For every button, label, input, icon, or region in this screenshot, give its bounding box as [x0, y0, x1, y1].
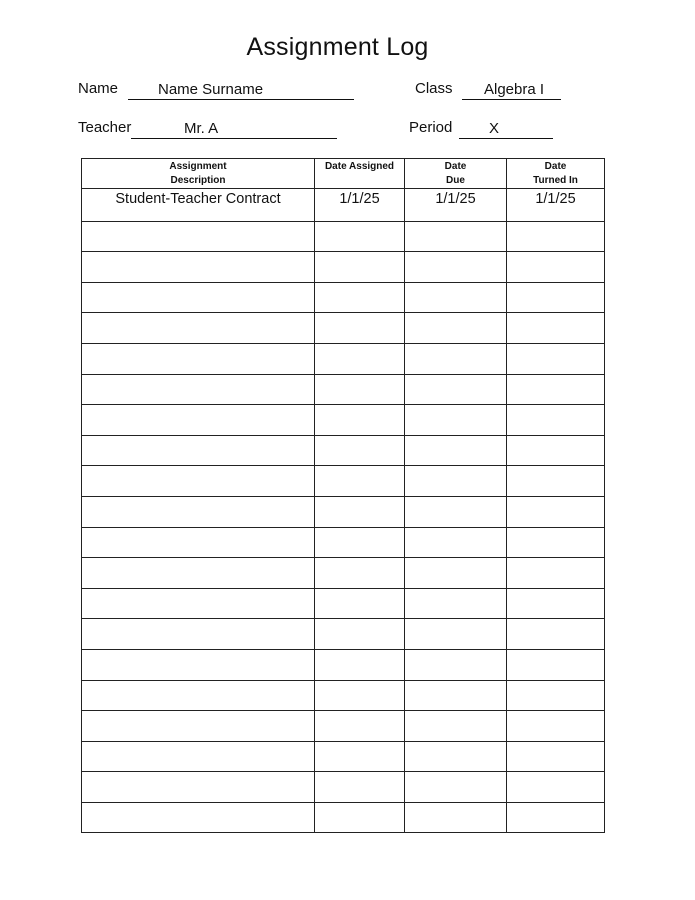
cell-description[interactable]: [82, 619, 315, 650]
cell-date-assigned[interactable]: [315, 496, 405, 527]
cell-date-turned-in[interactable]: [507, 252, 605, 283]
cell-date-due[interactable]: [405, 588, 507, 619]
teacher-underline: [131, 138, 337, 139]
cell-description[interactable]: [82, 221, 315, 252]
cell-date-assigned[interactable]: [315, 405, 405, 436]
table-row: [82, 588, 605, 619]
cell-date-due[interactable]: [405, 282, 507, 313]
cell-date-turned-in[interactable]: [507, 802, 605, 833]
cell-date-due[interactable]: [405, 649, 507, 680]
cell-date-turned-in[interactable]: [507, 619, 605, 650]
cell-date-turned-in[interactable]: [507, 282, 605, 313]
cell-date-due[interactable]: [405, 435, 507, 466]
cell-description[interactable]: [82, 313, 315, 344]
cell-description[interactable]: Student-Teacher Contract: [82, 189, 315, 222]
cell-date-turned-in[interactable]: [507, 558, 605, 589]
cell-date-turned-in[interactable]: [507, 680, 605, 711]
cell-date-assigned[interactable]: 1/1/25: [315, 189, 405, 222]
header-line: Turned In: [533, 174, 578, 186]
period-underline: [459, 138, 553, 139]
cell-date-due[interactable]: [405, 405, 507, 436]
cell-date-due[interactable]: [405, 741, 507, 772]
table-row: [82, 711, 605, 742]
cell-date-due[interactable]: [405, 619, 507, 650]
cell-date-due[interactable]: [405, 772, 507, 803]
cell-date-turned-in[interactable]: [507, 741, 605, 772]
cell-description[interactable]: [82, 496, 315, 527]
name-label: Name: [78, 80, 119, 97]
name-value[interactable]: Name Surname: [158, 81, 264, 98]
header-line: Date Assigned: [324, 161, 395, 172]
cell-date-due[interactable]: [405, 466, 507, 497]
cell-date-due[interactable]: [405, 711, 507, 742]
header-line: Date: [444, 160, 467, 172]
cell-date-due[interactable]: [405, 343, 507, 374]
cell-date-turned-in[interactable]: [507, 772, 605, 803]
cell-description[interactable]: [82, 741, 315, 772]
cell-date-turned-in[interactable]: [507, 221, 605, 252]
cell-date-assigned[interactable]: [315, 588, 405, 619]
cell-date-assigned[interactable]: [315, 772, 405, 803]
cell-description[interactable]: [82, 558, 315, 589]
cell-description[interactable]: [82, 588, 315, 619]
assignment-table: [81, 158, 605, 833]
teacher-label: Teacher: [78, 119, 132, 136]
cell-date-due[interactable]: [405, 496, 507, 527]
header-line: Date: [544, 160, 567, 172]
table-row: [82, 649, 605, 680]
cell-date-assigned[interactable]: [315, 711, 405, 742]
cell-description[interactable]: [82, 343, 315, 374]
cell-date-turned-in[interactable]: [507, 496, 605, 527]
header-line: Assignment: [169, 160, 227, 172]
cell-date-due[interactable]: 1/1/25: [405, 189, 507, 222]
table-row: [82, 313, 605, 344]
cell-date-turned-in[interactable]: [507, 588, 605, 619]
table-row: [82, 252, 605, 283]
cell-date-assigned[interactable]: [315, 435, 405, 466]
cell-date-assigned[interactable]: [315, 649, 405, 680]
cell-description[interactable]: [82, 772, 315, 803]
name-underline: [128, 99, 354, 100]
cell-date-turned-in[interactable]: [507, 711, 605, 742]
cell-date-turned-in[interactable]: [507, 435, 605, 466]
table-row: [82, 221, 605, 252]
table-header-row: [82, 159, 605, 189]
cell-date-assigned[interactable]: [315, 282, 405, 313]
class-field: [415, 80, 561, 100]
cell-date-assigned[interactable]: [315, 680, 405, 711]
cell-description[interactable]: [82, 649, 315, 680]
header-date-turned-in: [507, 159, 605, 189]
cell-date-turned-in[interactable]: [507, 649, 605, 680]
page-title: Assignment Log: [246, 33, 429, 61]
class-underline: [462, 99, 561, 100]
table-row: [82, 496, 605, 527]
cell-description[interactable]: [82, 527, 315, 558]
cell-date-due[interactable]: [405, 558, 507, 589]
cell-date-assigned[interactable]: [315, 252, 405, 283]
header-date-due: [405, 159, 507, 189]
table-row: [82, 558, 605, 589]
period-field: [409, 119, 553, 139]
cell-date-turned-in[interactable]: [507, 466, 605, 497]
teacher-value[interactable]: Mr. A: [184, 120, 219, 137]
table-row: [82, 374, 605, 405]
table-row: [82, 741, 605, 772]
cell-description[interactable]: [82, 711, 315, 742]
cell-date-turned-in[interactable]: [507, 405, 605, 436]
cell-date-assigned[interactable]: [315, 619, 405, 650]
period-label: Period: [409, 119, 453, 136]
cell-date-due[interactable]: [405, 221, 507, 252]
cell-date-due[interactable]: [405, 374, 507, 405]
cell-date-due[interactable]: [405, 313, 507, 344]
cell-date-assigned[interactable]: [315, 741, 405, 772]
cell-date-assigned[interactable]: [315, 527, 405, 558]
cell-date-turned-in[interactable]: [507, 527, 605, 558]
table-row: [82, 189, 605, 222]
cell-description[interactable]: [82, 680, 315, 711]
cell-date-assigned[interactable]: [315, 313, 405, 344]
header-assignment-description: [82, 159, 315, 189]
teacher-field: [78, 119, 337, 139]
name-field: [78, 80, 354, 100]
table-row: [82, 466, 605, 497]
cell-description[interactable]: [82, 282, 315, 313]
table-row: [82, 772, 605, 803]
cell-description[interactable]: [82, 374, 315, 405]
cell-date-due[interactable]: [405, 527, 507, 558]
header-date-assigned: [315, 159, 405, 189]
cell-date-due[interactable]: [405, 680, 507, 711]
table-row: [82, 527, 605, 558]
cell-date-due[interactable]: [405, 802, 507, 833]
header-line: Due: [446, 174, 465, 186]
class-value[interactable]: Algebra I: [484, 81, 545, 98]
header-line: Description: [170, 174, 226, 186]
cell-description[interactable]: [82, 252, 315, 283]
cell-date-assigned[interactable]: [315, 221, 405, 252]
cell-date-assigned[interactable]: [315, 343, 405, 374]
cell-date-assigned[interactable]: [315, 466, 405, 497]
cell-date-assigned[interactable]: [315, 374, 405, 405]
table-row: [82, 282, 605, 313]
period-value[interactable]: X: [489, 120, 500, 137]
cell-date-turned-in[interactable]: [507, 313, 605, 344]
cell-date-assigned[interactable]: [315, 802, 405, 833]
table-row: [82, 802, 605, 833]
cell-date-due[interactable]: [405, 252, 507, 283]
cell-date-turned-in[interactable]: [507, 343, 605, 374]
class-label: Class: [415, 80, 453, 97]
cell-description[interactable]: [82, 466, 315, 497]
cell-date-turned-in[interactable]: 1/1/25: [507, 189, 605, 222]
cell-date-turned-in[interactable]: [507, 374, 605, 405]
cell-date-assigned[interactable]: [315, 558, 405, 589]
cell-description[interactable]: [82, 802, 315, 833]
table-row: [82, 405, 605, 436]
table-row: [82, 680, 605, 711]
table-row: [82, 619, 605, 650]
table-row: [82, 343, 605, 374]
table-row: [82, 435, 605, 466]
cell-description[interactable]: [82, 435, 315, 466]
cell-description[interactable]: [82, 405, 315, 436]
